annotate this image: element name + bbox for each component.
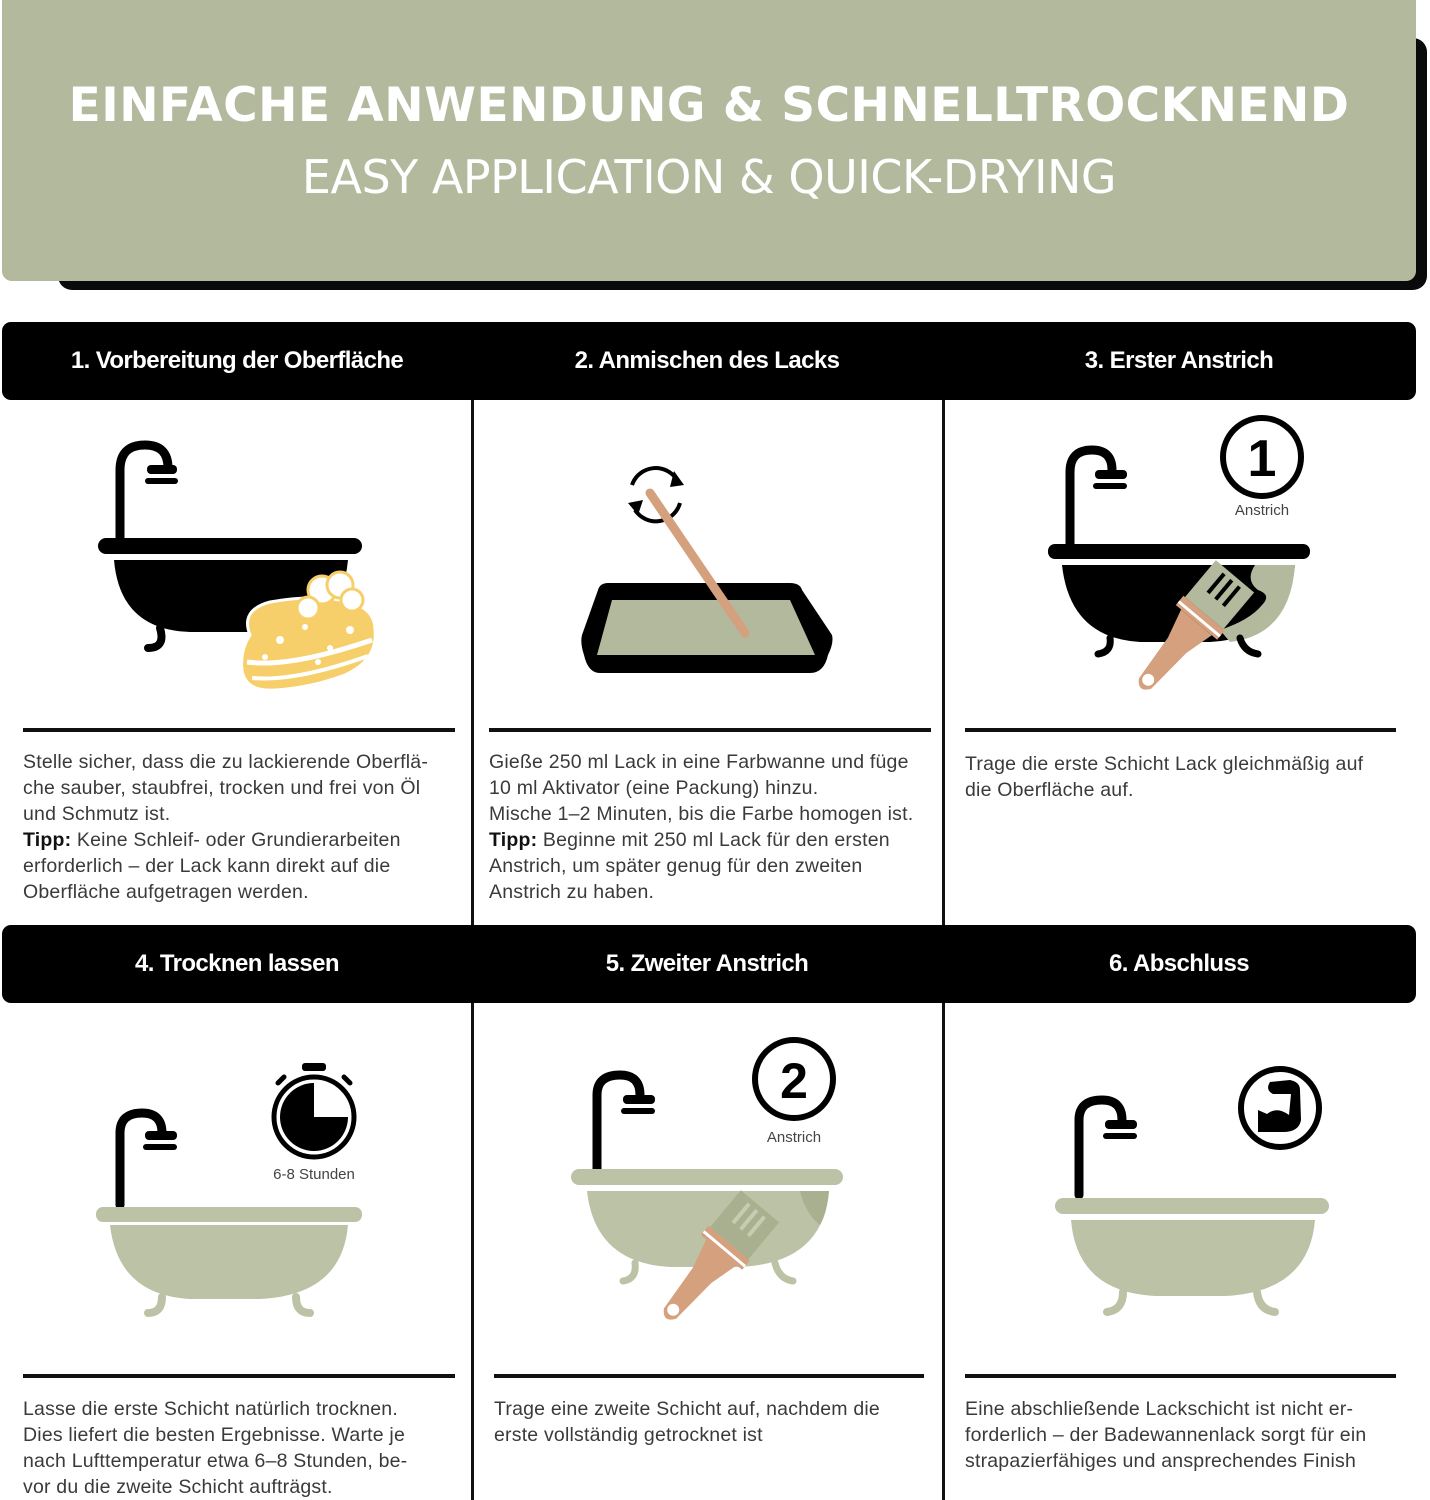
svg-text:6-8 Stunden: 6-8 Stunden <box>273 1166 355 1183</box>
bathtub-brush-coat-2-icon <box>565 1035 865 1355</box>
grid-divider <box>471 1003 474 1500</box>
step-5-title: 5. Zweiter Anstrich <box>605 950 809 977</box>
bathtub-stopwatch-icon <box>90 1055 380 1325</box>
bathtub-with-sponge-icon <box>90 430 390 710</box>
flexed-arm-icon <box>1241 1069 1319 1147</box>
step-6-description: Eine abschließende Lackschicht ist nicht er- forderlich – der Badewannenlack sorgt für ein strapazierfähiges und ansprechendes Finish <box>965 1398 1367 1472</box>
separator <box>23 1374 455 1378</box>
grid-divider <box>942 1003 945 1500</box>
step-2-description: Gieße 250 ml Lack in eine Farbwanne und füge 10 ml Aktivator (eine Packung) hinzu. Mische 1–2 Minuten, bis die Farbe homogen ist. Tipp: Beginne mit 250 ml Lack für den ersten Anstrich, um später genug für den zweiten Anstrich zu haben. <box>489 751 914 903</box>
banner-subtitle: EASY APPLICATION & QUICK-DRYING <box>301 150 1117 204</box>
step-3-description: Trage die erste Schicht Lack gleichmäßig auf die Oberfläche auf. <box>965 753 1364 801</box>
separator <box>23 728 455 732</box>
separator <box>965 1374 1396 1378</box>
title-banner <box>2 0 1416 281</box>
step-3-title: 3. Erster Anstrich <box>1084 347 1274 374</box>
step-6-title: 6. Abschluss <box>1109 950 1249 977</box>
grid-divider <box>471 400 474 925</box>
svg-text:Anstrich: Anstrich <box>1234 502 1290 519</box>
banner-title: EINFACHE ANWENDUNG & SCHNELLTROCKNEND <box>68 78 1350 133</box>
svg-text:1: 1 <box>1247 430 1277 488</box>
step-1-description: Stelle sicher, dass die zu lackierende Oberflä- che sauber, staubfrei, trocken und frei von Öl und Schmutz ist. Tipp: Keine Schleif- oder Grundierarbeiten erforderlich – der Lack kann direkt auf die Oberfläche aufgetragen werden. <box>23 751 429 903</box>
step-5-description: Trage eine zweite Schicht auf, nachdem die erste vollständig getrocknet ist <box>494 1398 880 1446</box>
step-4-description: Lasse die erste Schicht natürlich trocknen. Dies liefert die besten Ergebnisse. Warte je nach Lufttemperatur etwa 6–8 Stunden, be- vor du die zweite Schicht aufträgst. <box>23 1398 408 1498</box>
grid-divider <box>942 400 945 925</box>
tip-label: Tipp: <box>489 829 538 851</box>
svg-text:Anstrich: Anstrich <box>766 1129 822 1146</box>
step-4-title: 4. Trocknen lassen <box>135 950 339 977</box>
step-1-title: 1. Vorbereitung der Oberfläche <box>70 347 404 374</box>
stopwatch-icon <box>274 1063 354 1157</box>
svg-text:2: 2 <box>780 1053 808 1109</box>
steps-header-row-2 <box>2 925 1416 1003</box>
bathtub-strength-icon <box>1045 1060 1340 1320</box>
separator <box>489 728 931 732</box>
step-2-title: 2. Anmischen des Lacks <box>574 347 840 374</box>
paint-tray-stir-icon <box>570 455 850 685</box>
separator <box>965 728 1396 732</box>
separator <box>494 1374 924 1378</box>
steps-header-row-1 <box>2 322 1416 400</box>
bathtub-brush-coat-1-icon <box>1040 410 1340 720</box>
tip-label: Tipp: <box>23 829 72 851</box>
